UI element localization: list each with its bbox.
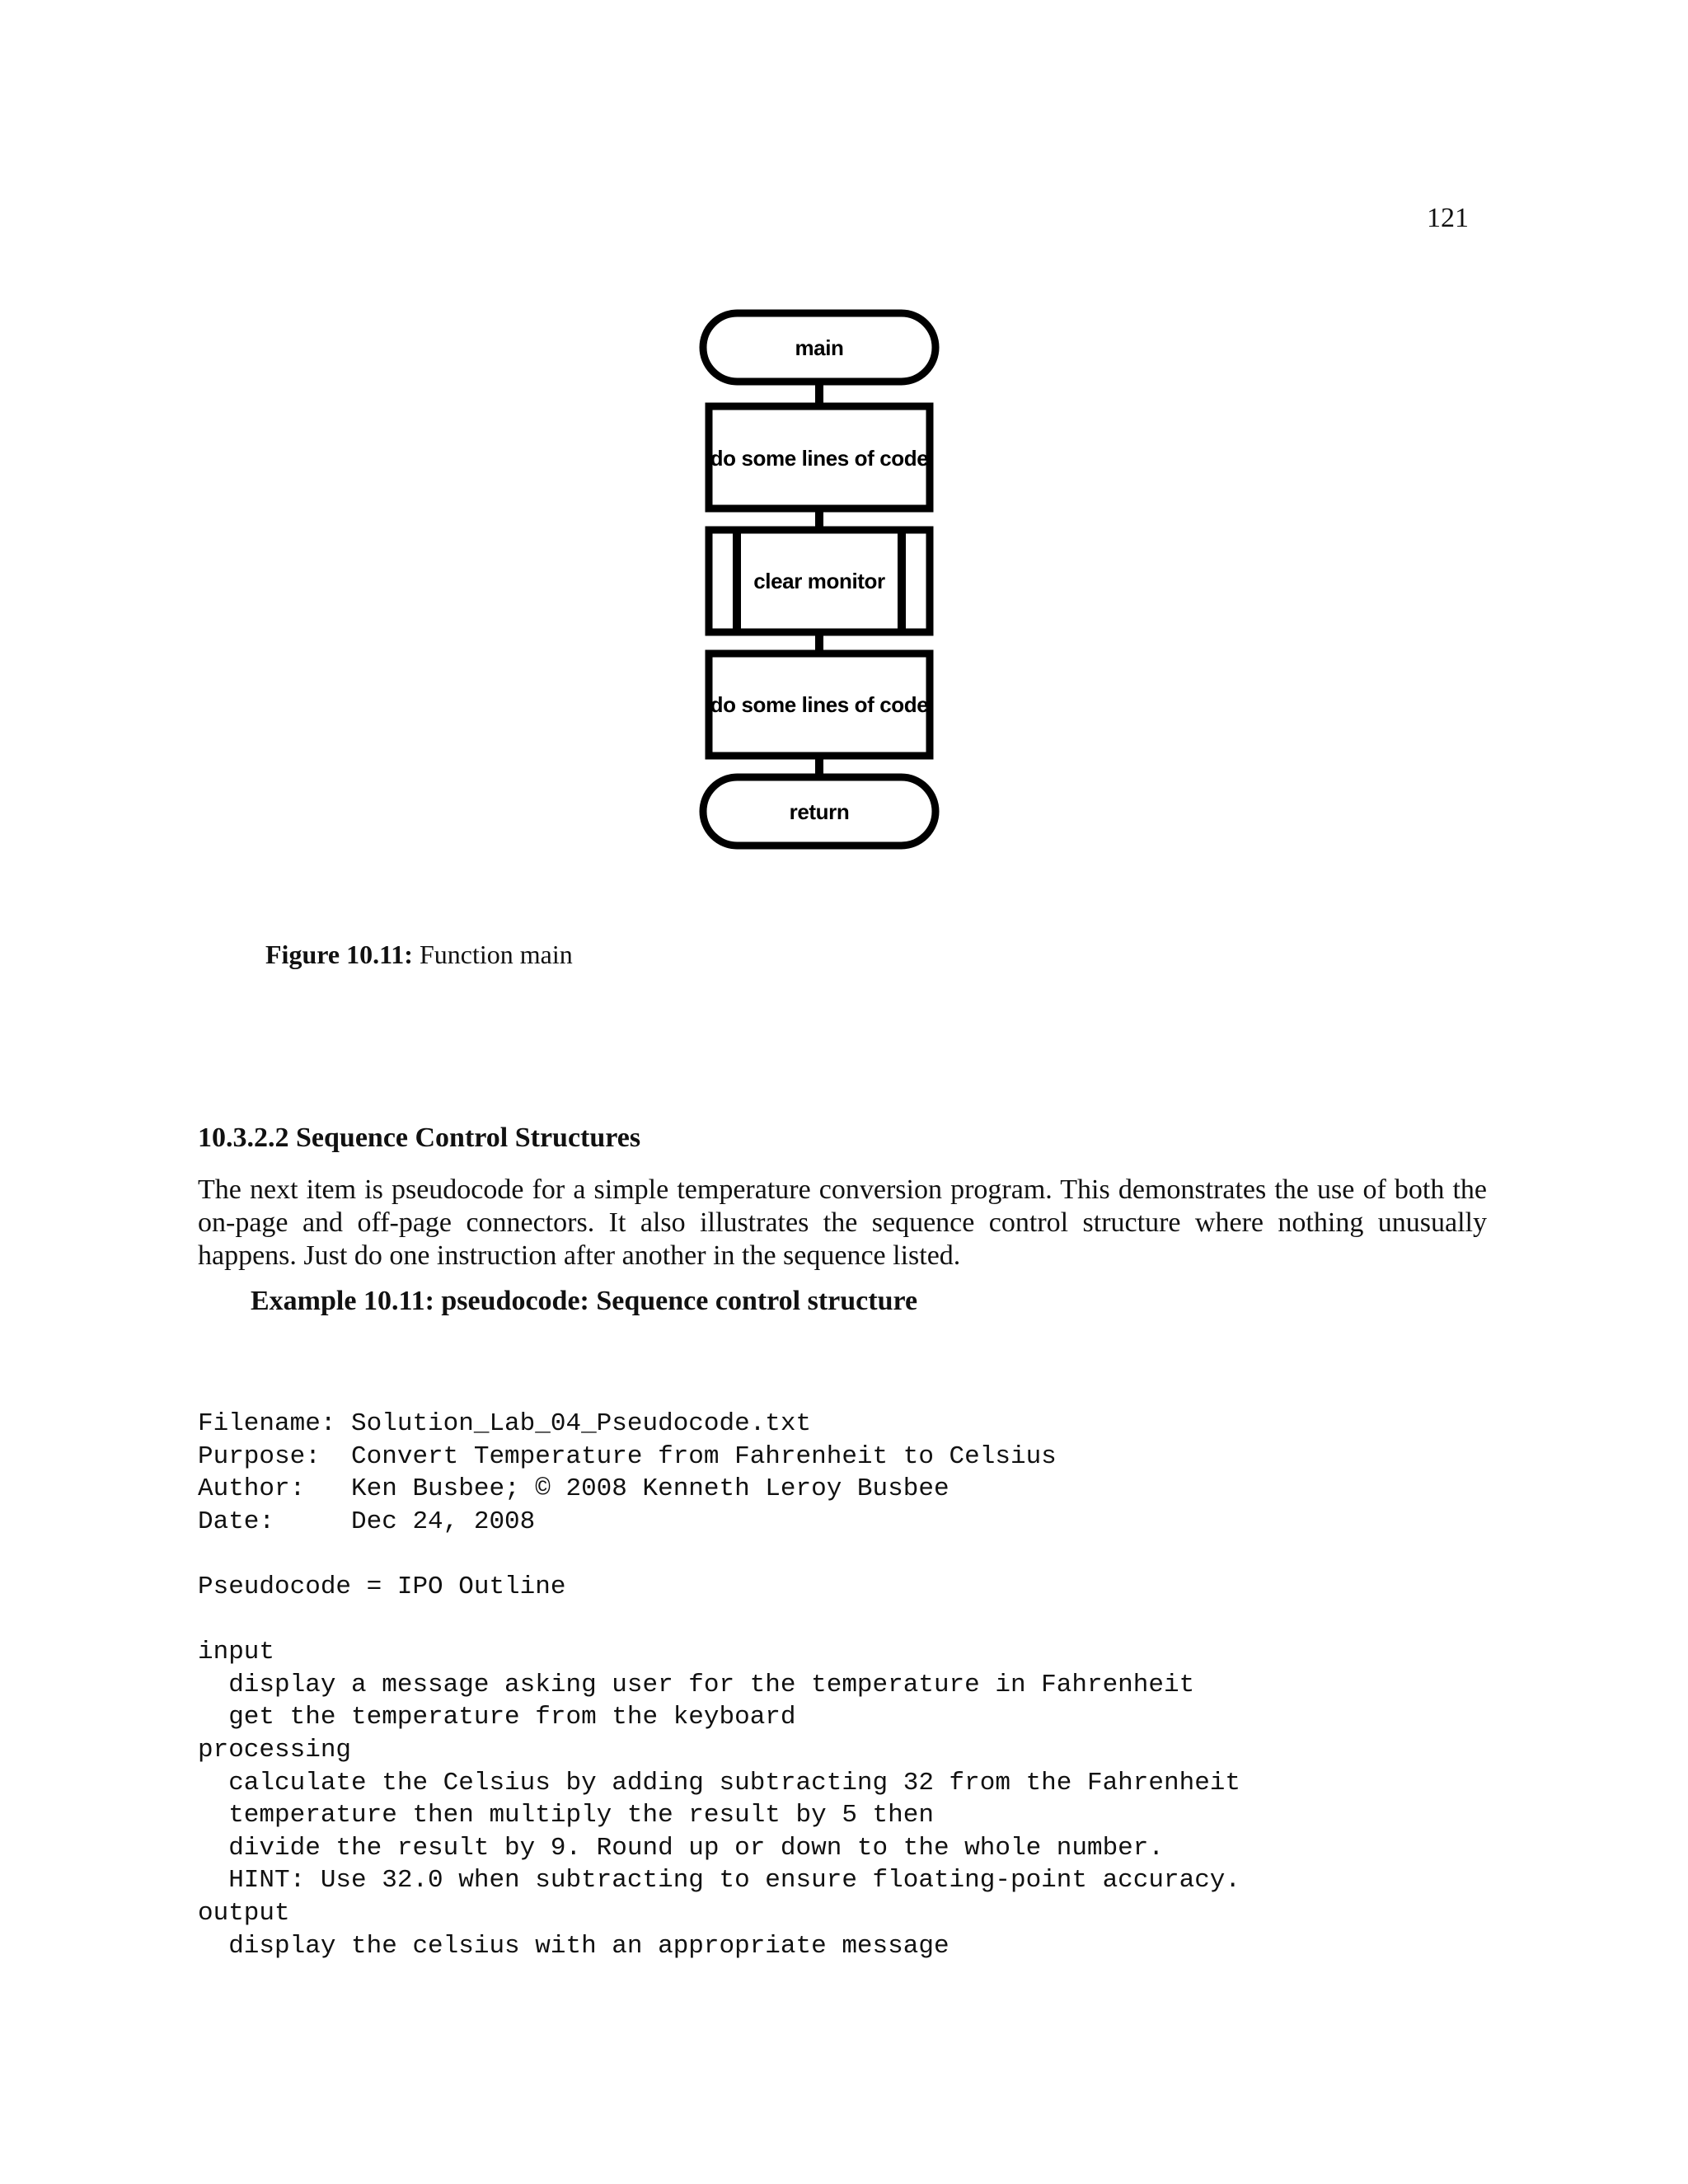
flowchart-label-process-1: do some lines of code <box>710 446 929 471</box>
example-title: Example 10.11: pseudocode: Sequence control structure <box>251 1286 918 1316</box>
code-line: display a message asking user for the temperature in Fahrenheit <box>198 1670 1195 1699</box>
code-line: Pseudocode = IPO Outline <box>198 1572 566 1601</box>
figure-caption-text: Function main <box>419 940 573 969</box>
code-line: calculate the Celsius by adding subtracting 32 from the Fahrenheit <box>198 1768 1241 1797</box>
code-line: divide the result by 9. Round up or down to the whole number. <box>198 1833 1164 1863</box>
figure-caption-label: Figure 10.11: <box>265 940 413 969</box>
section-paragraph: The next item is pseudocode for a simple temperature conversion program. This demonstrates the use of both the on-page and off-page connectors. It also illustrates the sequence control structure where nothing unusually happens. Just do one instruction after another in the sequence listed. <box>198 1174 1487 1271</box>
flowchart-label-main: main <box>795 335 844 360</box>
page-number: 121 <box>1427 203 1469 233</box>
flowchart-svg <box>699 309 940 853</box>
flowchart-label-process-2: do some lines of code <box>710 692 929 717</box>
code-line: HINT: Use 32.0 when subtracting to ensure floating-point accuracy. <box>198 1866 1241 1896</box>
code-line: display the celsius with an appropriate message <box>198 1931 950 1961</box>
section-heading: 10.3.2.2 Sequence Control Structures <box>198 1122 641 1153</box>
code-line: output <box>198 1898 290 1928</box>
flowchart-label-return: return <box>789 799 850 824</box>
code-line: Purpose: Convert Temperature from Fahrenheit to Celsius <box>198 1441 1057 1471</box>
code-line: get the temperature from the keyboard <box>198 1703 796 1732</box>
code-line: Filename: Solution_Lab_04_Pseudocode.txt <box>198 1409 812 1438</box>
pseudocode-block <box>198 1408 1487 1962</box>
code-line <box>198 1604 1487 1637</box>
flowchart-label-clear-monitor: clear monitor <box>753 569 885 593</box>
code-line: Date: Dec 24, 2008 <box>198 1507 536 1536</box>
code-line <box>198 1538 1487 1571</box>
function-main-flowchart <box>699 309 940 853</box>
code-line: temperature then multiply the result by 5 then <box>198 1801 934 1830</box>
code-line: processing <box>198 1735 352 1765</box>
figure-caption <box>265 940 573 970</box>
code-line: input <box>198 1638 275 1667</box>
code-line: Author: Ken Busbee; © 2008 Kenneth Leroy Busbee <box>198 1474 950 1504</box>
